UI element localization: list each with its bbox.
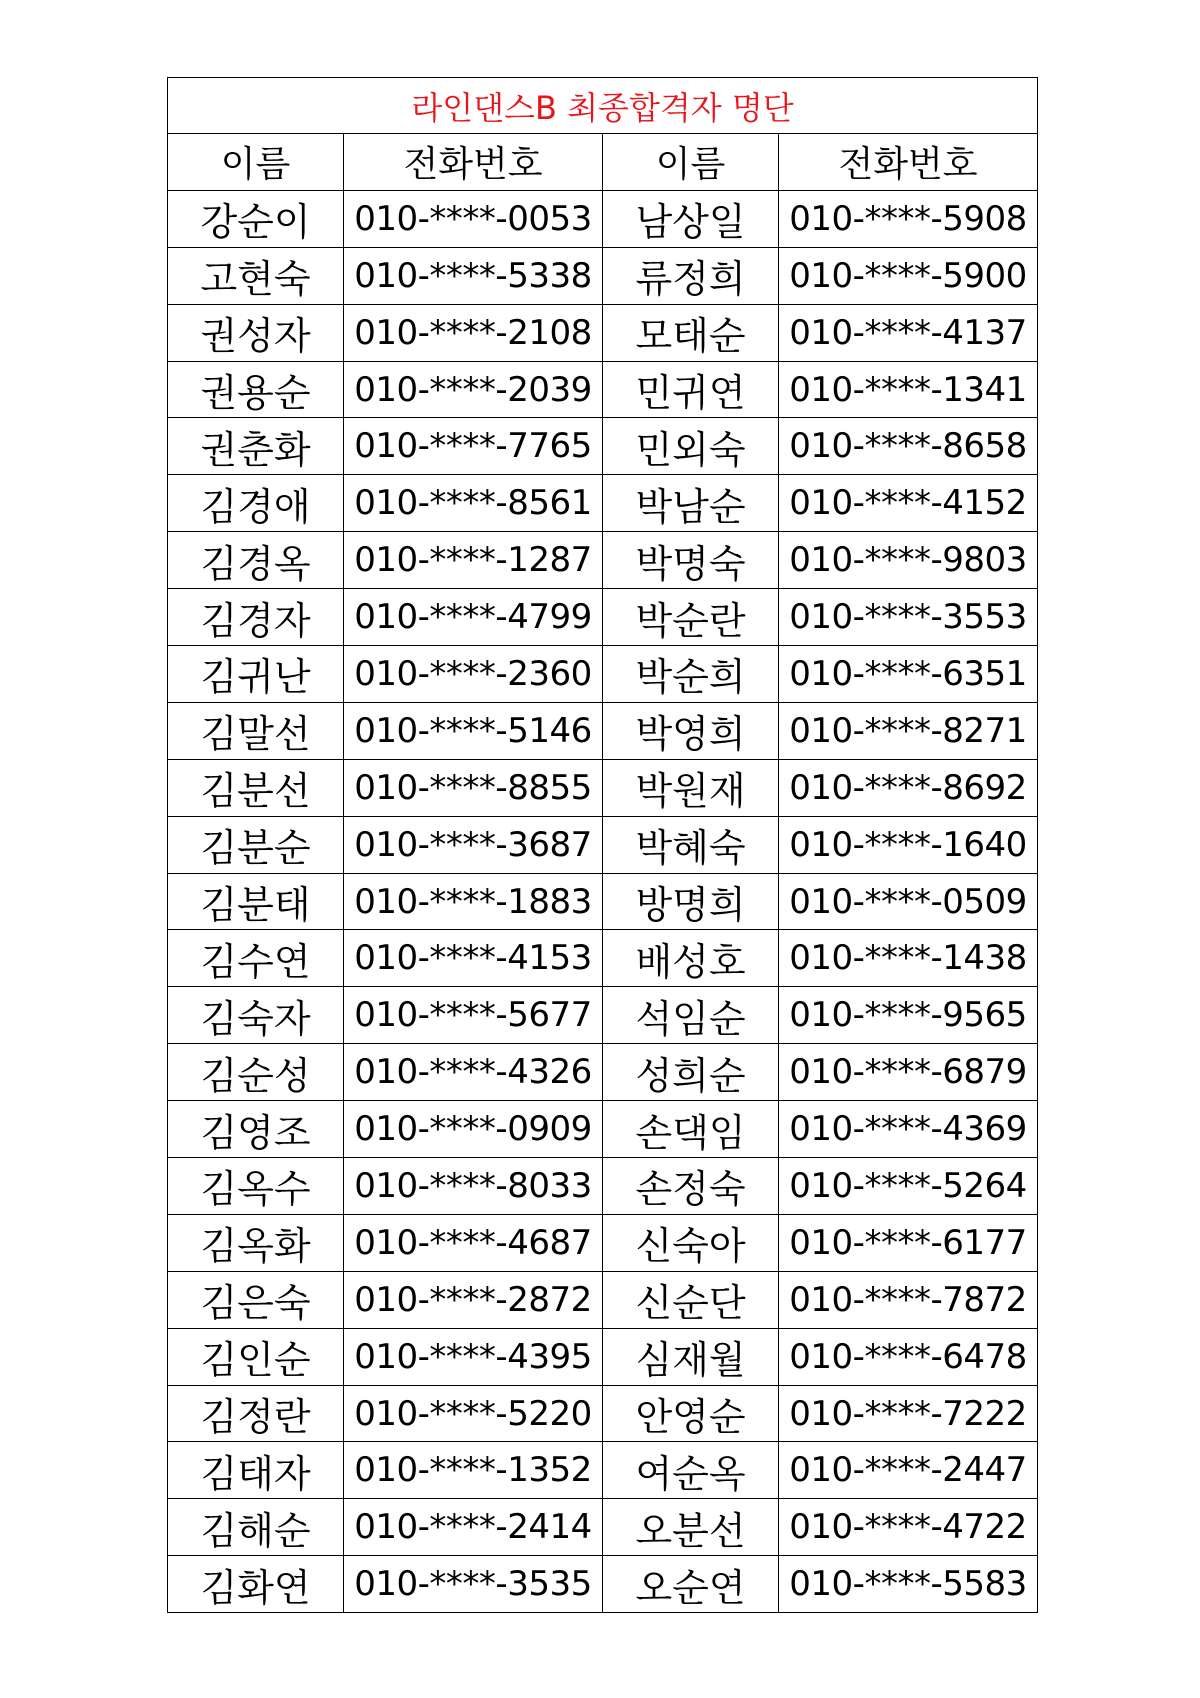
applicant-name-left: 권성자 xyxy=(168,304,344,361)
table-row xyxy=(168,759,1038,816)
table-row xyxy=(168,418,1038,475)
applicant-phone-right: 010-****-9565 xyxy=(779,987,1038,1044)
applicant-phone-right: 010-****-5900 xyxy=(779,247,1038,304)
applicant-name-right: 석임순 xyxy=(603,987,779,1044)
applicant-name-right: 신순단 xyxy=(603,1271,779,1328)
applicant-phone-left: 010-****-4153 xyxy=(344,930,603,987)
applicant-name-left: 김옥화 xyxy=(168,1214,344,1271)
applicant-name-left: 고현숙 xyxy=(168,247,344,304)
applicant-phone-left: 010-****-5220 xyxy=(344,1385,603,1442)
applicant-name-right: 남상일 xyxy=(603,190,779,247)
applicant-phone-right: 010-****-1438 xyxy=(779,930,1038,987)
applicant-name-left: 김말선 xyxy=(168,702,344,759)
applicant-name-right: 박명숙 xyxy=(603,532,779,589)
table-row xyxy=(168,987,1038,1044)
applicant-name-left: 김분순 xyxy=(168,816,344,873)
applicant-name-left: 김수연 xyxy=(168,930,344,987)
applicant-name-left: 김태자 xyxy=(168,1442,344,1499)
title-row xyxy=(168,78,1038,134)
applicant-phone-left: 010-****-7765 xyxy=(344,418,603,475)
applicant-phone-left: 010-****-8855 xyxy=(344,759,603,816)
table-row xyxy=(168,646,1038,703)
applicant-name-right: 박순희 xyxy=(603,646,779,703)
applicant-phone-right: 010-****-8271 xyxy=(779,702,1038,759)
applicant-name-left: 김귀난 xyxy=(168,646,344,703)
table-row xyxy=(168,1271,1038,1328)
applicant-name-left: 김분선 xyxy=(168,759,344,816)
applicant-phone-right: 010-****-4137 xyxy=(779,304,1038,361)
table-row xyxy=(168,1214,1038,1271)
applicant-phone-left: 010-****-2039 xyxy=(344,361,603,418)
applicant-phone-left: 010-****-4799 xyxy=(344,589,603,646)
applicant-phone-left: 010-****-2414 xyxy=(344,1499,603,1556)
applicant-phone-right: 010-****-4369 xyxy=(779,1101,1038,1158)
applicant-name-left: 김인순 xyxy=(168,1328,344,1385)
applicant-phone-left: 010-****-0909 xyxy=(344,1101,603,1158)
applicant-phone-right: 010-****-0509 xyxy=(779,873,1038,930)
applicant-phone-right: 010-****-5583 xyxy=(779,1556,1038,1613)
applicant-name-left: 김경옥 xyxy=(168,532,344,589)
applicant-phone-right: 010-****-6351 xyxy=(779,646,1038,703)
applicant-name-right: 민귀연 xyxy=(603,361,779,418)
applicant-name-left: 권춘화 xyxy=(168,418,344,475)
applicant-phone-left: 010-****-2108 xyxy=(344,304,603,361)
applicant-name-left: 김영조 xyxy=(168,1101,344,1158)
applicant-phone-right: 010-****-1640 xyxy=(779,816,1038,873)
applicant-phone-left: 010-****-8033 xyxy=(344,1158,603,1215)
applicant-phone-left: 010-****-1883 xyxy=(344,873,603,930)
applicant-name-right: 배성호 xyxy=(603,930,779,987)
applicant-phone-left: 010-****-5677 xyxy=(344,987,603,1044)
table-row xyxy=(168,361,1038,418)
applicant-name-right: 류정희 xyxy=(603,247,779,304)
applicant-name-right: 심재월 xyxy=(603,1328,779,1385)
applicant-phone-right: 010-****-8692 xyxy=(779,759,1038,816)
applicant-phone-right: 010-****-6879 xyxy=(779,1044,1038,1101)
applicant-name-right: 성희순 xyxy=(603,1044,779,1101)
applicant-name-right: 박영희 xyxy=(603,702,779,759)
applicant-phone-right: 010-****-1341 xyxy=(779,361,1038,418)
applicant-name-left: 김분태 xyxy=(168,873,344,930)
column-header-name-left: 이름 xyxy=(168,134,344,191)
applicant-name-right: 박남순 xyxy=(603,475,779,532)
applicant-phone-left: 010-****-5146 xyxy=(344,702,603,759)
table-row xyxy=(168,1044,1038,1101)
table-row xyxy=(168,190,1038,247)
applicant-phone-right: 010-****-4722 xyxy=(779,1499,1038,1556)
table-row xyxy=(168,816,1038,873)
table-row xyxy=(168,930,1038,987)
applicant-name-right: 민외숙 xyxy=(603,418,779,475)
table-row xyxy=(168,304,1038,361)
column-header-phone-right: 전화번호 xyxy=(779,134,1038,191)
table-row xyxy=(168,589,1038,646)
applicant-phone-left: 010-****-3687 xyxy=(344,816,603,873)
applicant-phone-right: 010-****-7872 xyxy=(779,1271,1038,1328)
table-row xyxy=(168,1499,1038,1556)
applicant-phone-right: 010-****-9803 xyxy=(779,532,1038,589)
applicant-phone-left: 010-****-4395 xyxy=(344,1328,603,1385)
table-row xyxy=(168,247,1038,304)
applicant-name-right: 손정숙 xyxy=(603,1158,779,1215)
applicant-phone-left: 010-****-4326 xyxy=(344,1044,603,1101)
applicant-phone-right: 010-****-2447 xyxy=(779,1442,1038,1499)
applicant-phone-right: 010-****-6177 xyxy=(779,1214,1038,1271)
header-row xyxy=(168,134,1038,191)
column-header-phone-left: 전화번호 xyxy=(344,134,603,191)
table-row xyxy=(168,475,1038,532)
table-row xyxy=(168,873,1038,930)
applicant-phone-right: 010-****-8658 xyxy=(779,418,1038,475)
table-row xyxy=(168,1385,1038,1442)
applicant-name-left: 김경애 xyxy=(168,475,344,532)
applicant-phone-right: 010-****-5264 xyxy=(779,1158,1038,1215)
applicant-phone-right: 010-****-4152 xyxy=(779,475,1038,532)
applicant-name-left: 권용순 xyxy=(168,361,344,418)
roster-table xyxy=(167,77,1038,1613)
applicant-phone-left: 010-****-1287 xyxy=(344,532,603,589)
column-header-name-right: 이름 xyxy=(603,134,779,191)
roster-body xyxy=(168,190,1038,1612)
applicant-name-right: 모태순 xyxy=(603,304,779,361)
table-row xyxy=(168,1442,1038,1499)
applicant-name-right: 손댁임 xyxy=(603,1101,779,1158)
applicant-name-left: 김은숙 xyxy=(168,1271,344,1328)
table-row xyxy=(168,702,1038,759)
table-row xyxy=(168,1158,1038,1215)
applicant-name-right: 오순연 xyxy=(603,1556,779,1613)
applicant-phone-left: 010-****-3535 xyxy=(344,1556,603,1613)
applicant-name-right: 박혜숙 xyxy=(603,816,779,873)
table-row xyxy=(168,1328,1038,1385)
table-row xyxy=(168,1556,1038,1613)
applicant-phone-left: 010-****-2360 xyxy=(344,646,603,703)
applicant-name-left: 김숙자 xyxy=(168,987,344,1044)
applicant-phone-left: 010-****-5338 xyxy=(344,247,603,304)
applicant-name-left: 김경자 xyxy=(168,589,344,646)
applicant-phone-left: 010-****-4687 xyxy=(344,1214,603,1271)
applicant-phone-left: 010-****-0053 xyxy=(344,190,603,247)
applicant-name-left: 김해순 xyxy=(168,1499,344,1556)
applicant-phone-right: 010-****-5908 xyxy=(779,190,1038,247)
applicant-name-left: 김옥수 xyxy=(168,1158,344,1215)
applicant-name-right: 오분선 xyxy=(603,1499,779,1556)
applicant-phone-right: 010-****-6478 xyxy=(779,1328,1038,1385)
table-row xyxy=(168,532,1038,589)
applicant-name-right: 박순란 xyxy=(603,589,779,646)
applicant-name-left: 김화연 xyxy=(168,1556,344,1613)
applicant-phone-left: 010-****-2872 xyxy=(344,1271,603,1328)
applicant-name-right: 신숙아 xyxy=(603,1214,779,1271)
applicant-phone-right: 010-****-7222 xyxy=(779,1385,1038,1442)
document-title: 라인댄스B 최종합격자 명단 xyxy=(168,78,1038,134)
table-row xyxy=(168,1101,1038,1158)
applicant-name-right: 박원재 xyxy=(603,759,779,816)
applicant-phone-left: 010-****-1352 xyxy=(344,1442,603,1499)
applicant-name-left: 김정란 xyxy=(168,1385,344,1442)
applicant-name-left: 김순성 xyxy=(168,1044,344,1101)
applicant-name-right: 여순옥 xyxy=(603,1442,779,1499)
applicant-name-right: 방명희 xyxy=(603,873,779,930)
applicant-name-left: 강순이 xyxy=(168,190,344,247)
applicant-phone-left: 010-****-8561 xyxy=(344,475,603,532)
applicant-phone-right: 010-****-3553 xyxy=(779,589,1038,646)
applicant-name-right: 안영순 xyxy=(603,1385,779,1442)
